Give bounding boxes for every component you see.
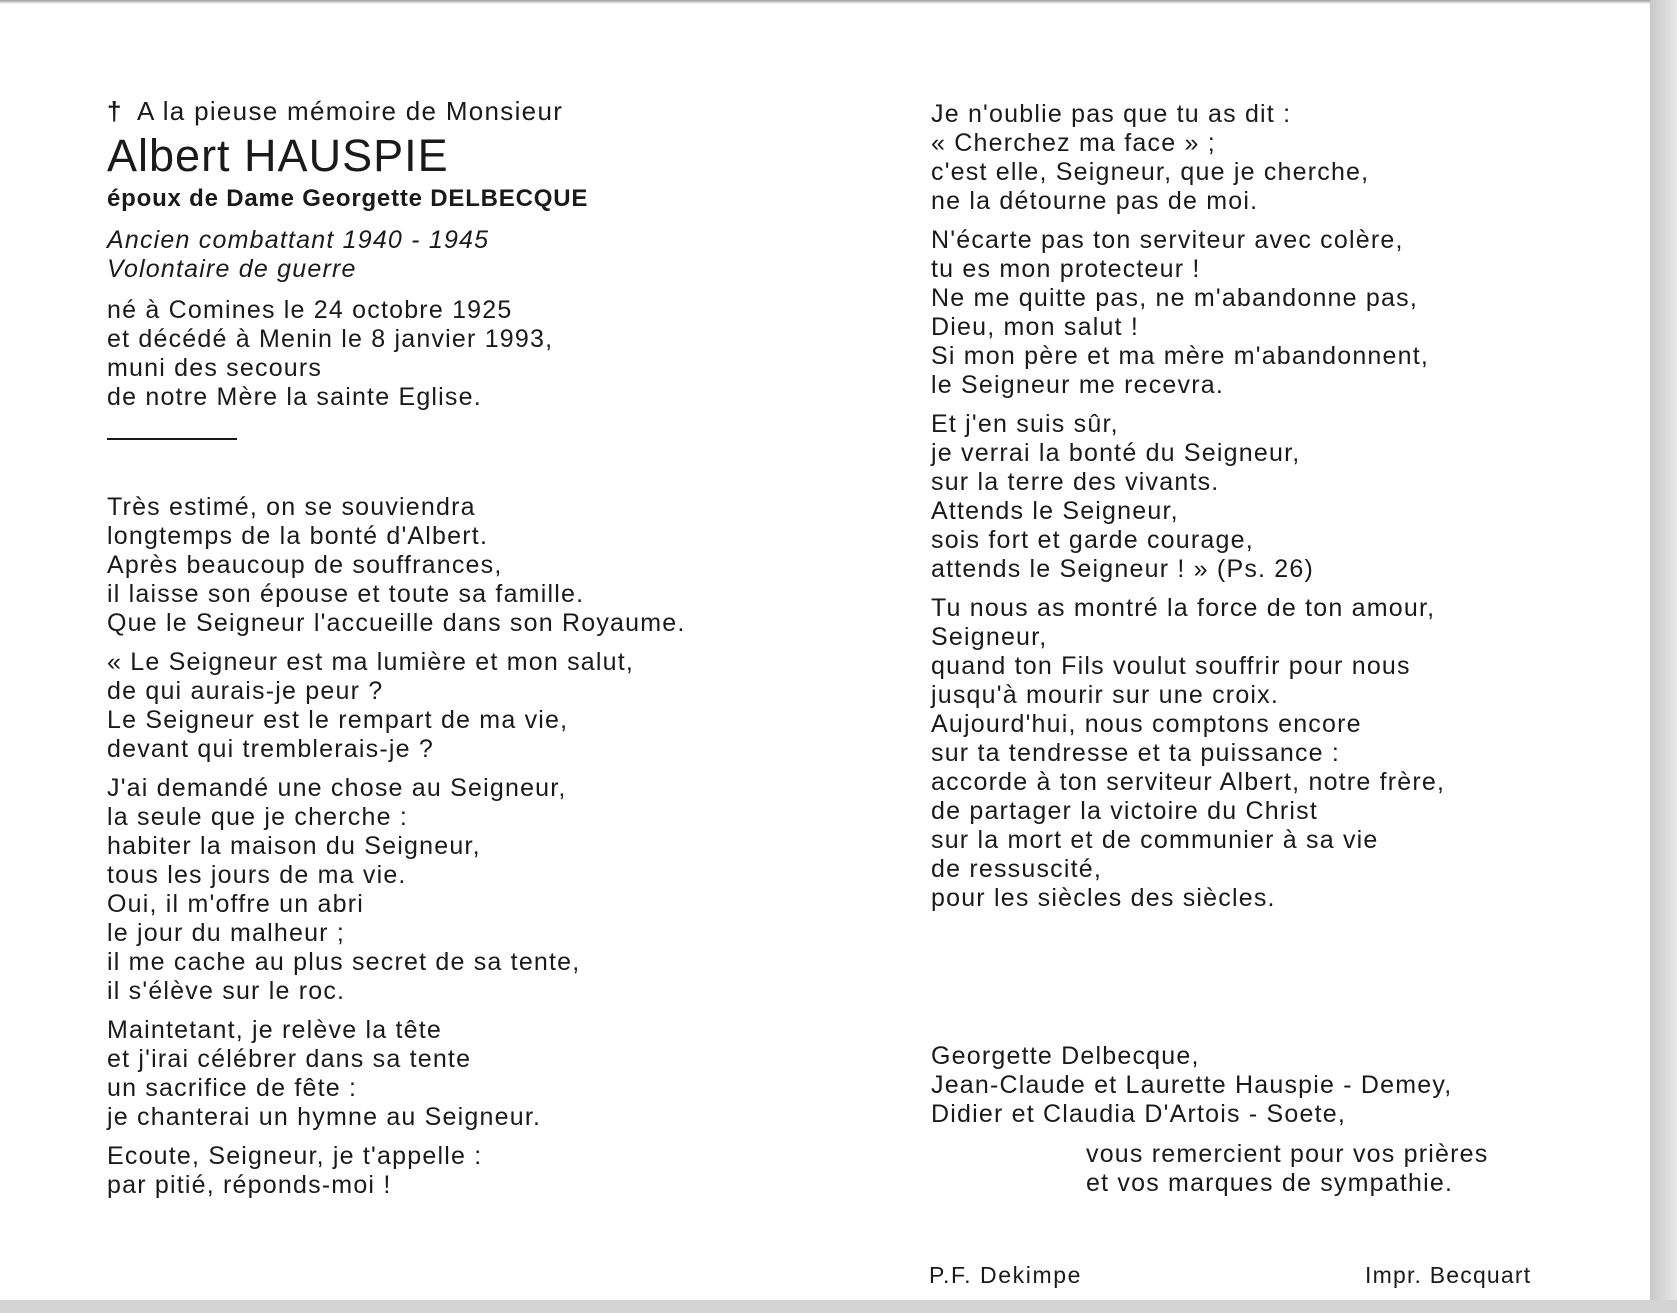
verse-line: Je n'oublie pas que tu as dit : xyxy=(931,100,1292,128)
verse-line: attends le Seigneur ! » (Ps. 26) xyxy=(931,555,1315,583)
verse-line: de partager la victoire du Christ xyxy=(931,797,1318,825)
verse-line: le Seigneur me recevra. xyxy=(931,371,1225,399)
signatory-line: Didier et Claudia D'Artois - Soete, xyxy=(931,1100,1346,1128)
stanza-psalm-3 xyxy=(107,1016,807,1132)
verse-line: Que le Seigneur l'accueille dans son Royaume. xyxy=(107,609,686,637)
right-column xyxy=(931,100,1631,923)
stanza-prayer xyxy=(931,594,1631,913)
verse-line: pour les siècles des siècles. xyxy=(931,884,1276,912)
verse-line: Attends le Seigneur, xyxy=(931,497,1179,525)
birth-line: né à Comines le 24 octobre 1925 xyxy=(107,296,513,324)
stanza-psalm-5 xyxy=(931,100,1631,216)
verse-line: ne la détourne pas de moi. xyxy=(931,187,1259,215)
stanza-psalm-6 xyxy=(931,226,1631,400)
verse-line: Ne me quitte pas, ne m'abandonne pas, xyxy=(931,284,1418,312)
verse-line: accorde à ton serviteur Albert, notre frère, xyxy=(931,768,1446,796)
dedication-line xyxy=(107,96,807,126)
verse-line: J'ai demandé une chose au Seigneur, xyxy=(107,774,567,802)
verse-line: Si mon père et ma mère m'abandonnent, xyxy=(931,342,1430,370)
verse-line: sur la terre des vivants. xyxy=(931,468,1220,496)
verse-line: N'écarte pas ton serviteur avec colère, xyxy=(931,226,1404,254)
verse-line: Et j'en suis sûr, xyxy=(931,410,1119,438)
verse-line: c'est elle, Seigneur, que je cherche, xyxy=(931,158,1370,186)
verse-line: il me cache au plus secret de sa tente, xyxy=(107,948,581,976)
stanza-psalm-4 xyxy=(107,1142,807,1200)
verse-line: Le Seigneur est le rempart de ma vie, xyxy=(107,706,569,734)
spouse-line: époux de Dame Georgette DELBECQUE xyxy=(107,185,589,212)
verse-line: de qui aurais-je peur ? xyxy=(107,677,384,705)
scan-bottom-edge xyxy=(0,1300,1677,1313)
verse-line: tu es mon protecteur ! xyxy=(931,255,1201,283)
verse-line: et j'irai célébrer dans sa tente xyxy=(107,1045,472,1073)
verse-line: quand ton Fils voulut souffrir pour nous xyxy=(931,652,1411,680)
stanza-psalm-7 xyxy=(931,410,1631,584)
verse-line: Oui, il m'offre un abri xyxy=(107,890,365,918)
stanza-tribute xyxy=(107,493,807,638)
title-volunteer: Volontaire de guerre xyxy=(107,255,357,283)
printer-credit: Impr. Becquart xyxy=(1365,1262,1532,1288)
verse-line: longtemps de la bonté d'Albert. xyxy=(107,522,489,550)
verse-line: la seule que je cherche : xyxy=(107,803,409,831)
signatory-line: Jean-Claude et Laurette Hauspie - Demey, xyxy=(931,1071,1453,1099)
verse-line: Après beaucoup de souffrances, xyxy=(107,551,503,579)
top-edge-shadow xyxy=(0,0,1677,4)
cross-icon: † xyxy=(107,96,123,126)
verse-line: Dieu, mon salut ! xyxy=(931,313,1139,341)
verse-line: Ecoute, Seigneur, je t'appelle : xyxy=(107,1142,483,1170)
thanks-line: vous remercient pour vos prières xyxy=(1086,1140,1489,1168)
signatories-block xyxy=(931,1042,1452,1129)
verse-line: Seigneur, xyxy=(931,623,1048,651)
verse-line: un sacrifice de fête : xyxy=(107,1074,358,1102)
thanks-block xyxy=(1086,1140,1488,1198)
verse-line: Très estimé, on se souviendra xyxy=(107,493,476,521)
verse-line: par pitié, réponds-moi ! xyxy=(107,1171,392,1199)
verse-line: Maintetant, je relève la tête xyxy=(107,1016,442,1044)
sacrament-line: muni des secours xyxy=(107,354,323,382)
verse-line: de ressuscité, xyxy=(931,855,1103,883)
left-column xyxy=(107,96,807,1210)
funeral-home-credit: P.F. Dekimpe xyxy=(929,1262,1082,1288)
signatory-line: Georgette Delbecque, xyxy=(931,1042,1200,1070)
stanza-psalm-1 xyxy=(107,648,807,764)
death-line: et décédé à Menin le 8 janvier 1993, xyxy=(107,325,554,353)
verse-line: il s'élève sur le roc. xyxy=(107,977,346,1005)
verse-line: « Cherchez ma face » ; xyxy=(931,129,1216,157)
verse-line: sur la mort et de communier à sa vie xyxy=(931,826,1379,854)
dedication-text: A la pieuse mémoire de Monsieur xyxy=(137,96,564,126)
verse-line: tous les jours de ma vie. xyxy=(107,861,407,889)
verse-line: je chanterai un hymne au Seigneur. xyxy=(107,1103,542,1131)
verse-line: je verrai la bonté du Seigneur, xyxy=(931,439,1301,467)
verse-line: devant qui tremblerais-je ? xyxy=(107,735,434,763)
scan-right-edge xyxy=(1650,0,1677,1313)
title-veteran: Ancien combattant 1940 - 1945 xyxy=(107,226,490,254)
verse-line: le jour du malheur ; xyxy=(107,919,346,947)
thanks-line: et vos marques de sympathie. xyxy=(1086,1169,1454,1197)
verse-line: il laisse son épouse et toute sa famille. xyxy=(107,580,585,608)
life-details xyxy=(107,296,807,412)
church-line: de notre Mère la sainte Eglise. xyxy=(107,383,482,411)
verse-line: Tu nous as montré la force de ton amour, xyxy=(931,594,1436,622)
stanza-psalm-2 xyxy=(107,774,807,1006)
verse-line: habiter la maison du Seigneur, xyxy=(107,832,481,860)
verse-line: « Le Seigneur est ma lumière et mon salut, xyxy=(107,648,635,676)
verse-line: jusqu'à mourir sur une croix. xyxy=(931,681,1280,709)
deceased-name: Albert HAUSPIE xyxy=(107,130,449,181)
verse-line: sur ta tendresse et ta puissance : xyxy=(931,739,1341,767)
verse-line: Aujourd'hui, nous comptons encore xyxy=(931,710,1362,738)
verse-line: sois fort et garde courage, xyxy=(931,526,1254,554)
